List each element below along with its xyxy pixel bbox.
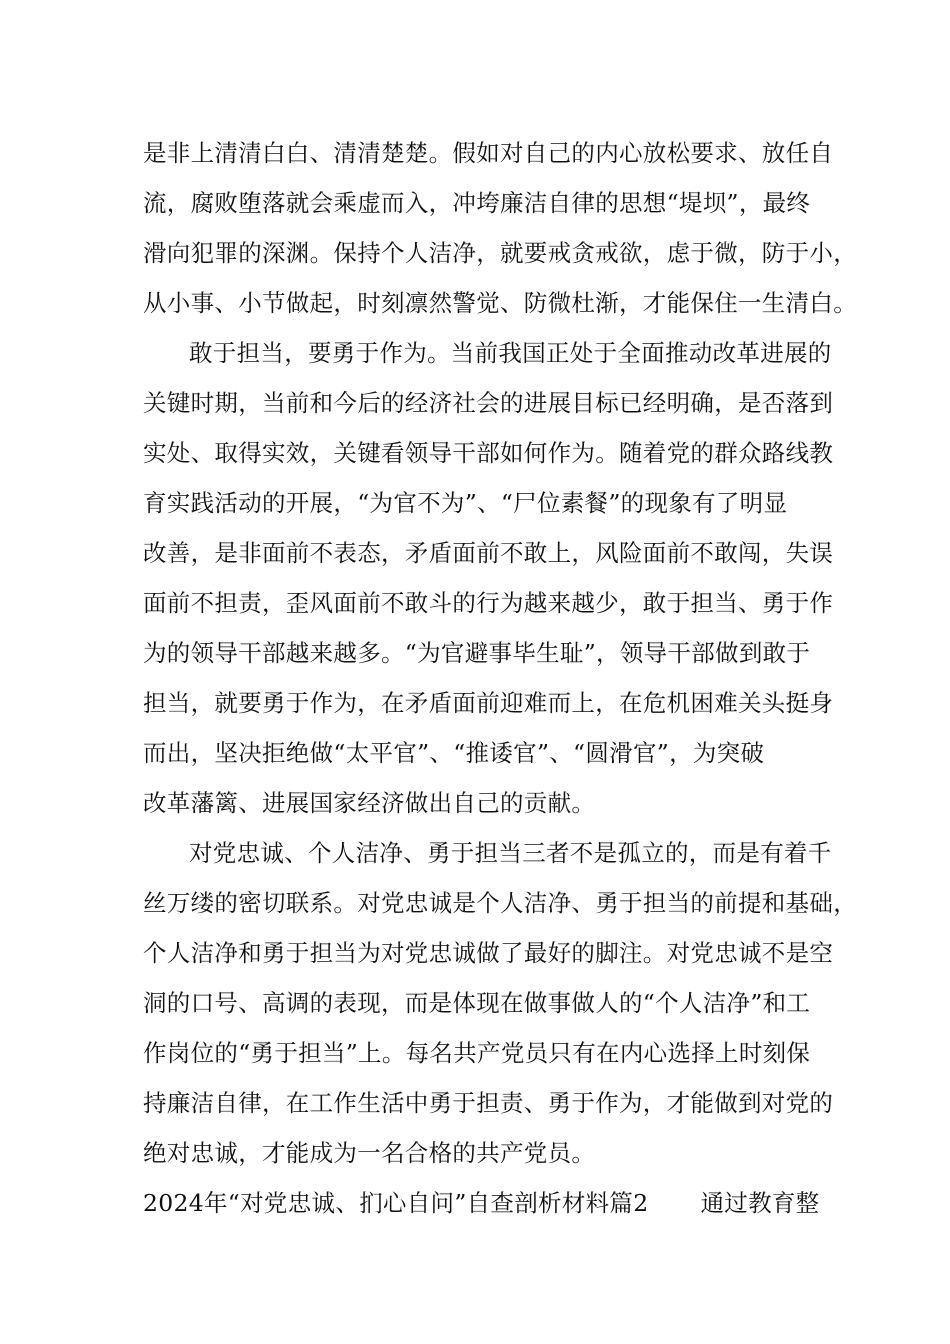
paragraph-3-line-5: 作岗位的“勇于担当”上。每名共产党员只有在内心选择上时刻保 xyxy=(143,1039,811,1067)
paragraph-3-line-7: 绝对忠诚，才能成为一名合格的共产党员。 xyxy=(143,1139,596,1167)
paragraph-1-line-2: 流，腐败堕落就会乘虚而入，冲垮廉洁自律的思想“堤坝”，最终 xyxy=(143,189,811,217)
paragraph-3-line-1: 对党忠诚、个人洁净、勇于担当三者不是孤立的，而是有着千 xyxy=(189,839,832,867)
paragraph-2-line-1: 敢于担当，要勇于作为。当前我国正处于全面推动改革进展的 xyxy=(189,339,832,367)
section-heading: 2024年“对党忠诚、扪心自问”自查剖析材料篇2 xyxy=(143,1189,649,1217)
paragraph-2-line-3: 实处、取得实效，关键看领导干部如何作为。随着党的群众路线教 xyxy=(143,439,834,467)
paragraph-3-line-3: 个人洁净和勇于担当为对党忠诚做了最好的脚注。对党忠诚不是空 xyxy=(143,939,834,967)
paragraph-3-line-6: 持廉洁自律，在工作生活中勇于担责、勇于作为，才能做到对党的 xyxy=(143,1089,834,1117)
paragraph-1-line-1: 是非上清清白白、清清楚楚。假如对自己的内心放松要求、放任自 xyxy=(143,139,834,167)
paragraph-2-line-10: 改革藩篱、进展国家经济做出自己的贡献。 xyxy=(143,789,596,817)
paragraph-2-line-4: 育实践活动的开展，“为官不为”、“尸位素餐”的现象有了明显 xyxy=(143,489,788,517)
paragraph-2-line-7: 为的领导干部越来越多。“为官避事毕生耻”，领导干部做到敢于 xyxy=(143,639,811,667)
paragraph-1-line-3: 滑向犯罪的深渊。保持个人洁净，就要戒贪戒欲，虑于微，防于小， xyxy=(143,239,857,267)
paragraph-2-line-8: 担当，就要勇于作为，在矛盾面前迎难而上，在危机困难关头挺身 xyxy=(143,689,834,717)
paragraph-2-line-6: 面前不担责，歪风面前不敢斗的行为越来越少，敢于担当、勇于作 xyxy=(143,589,834,617)
paragraph-2-line-9: 而出，坚决拒绝做“太平官”、“推诿官”、“圆滑官”，为突破 xyxy=(143,739,765,767)
paragraph-1-line-4: 从小事、小节做起，时刻凛然警觉、防微杜渐，才能保住一生清白。 xyxy=(143,289,857,317)
paragraph-3-line-2: 丝万缕的密切联系。对党忠诚是个人洁净、勇于担当的前提和基础， xyxy=(143,889,857,917)
paragraph-2-line-2: 关键时期，当前和今后的经济社会的进展目标已经明确，是否落到 xyxy=(143,389,834,417)
section-continuation-text: 通过教育整 xyxy=(700,1189,820,1217)
paragraph-3-line-4: 洞的口号、高调的表现，而是体现在做事做人的“个人洁净”和工 xyxy=(143,989,811,1017)
paragraph-2-line-5: 改善，是非面前不表态，矛盾面前不敢上，风险面前不敢闯，失误 xyxy=(143,539,834,567)
section-heading-line xyxy=(143,1186,819,1220)
